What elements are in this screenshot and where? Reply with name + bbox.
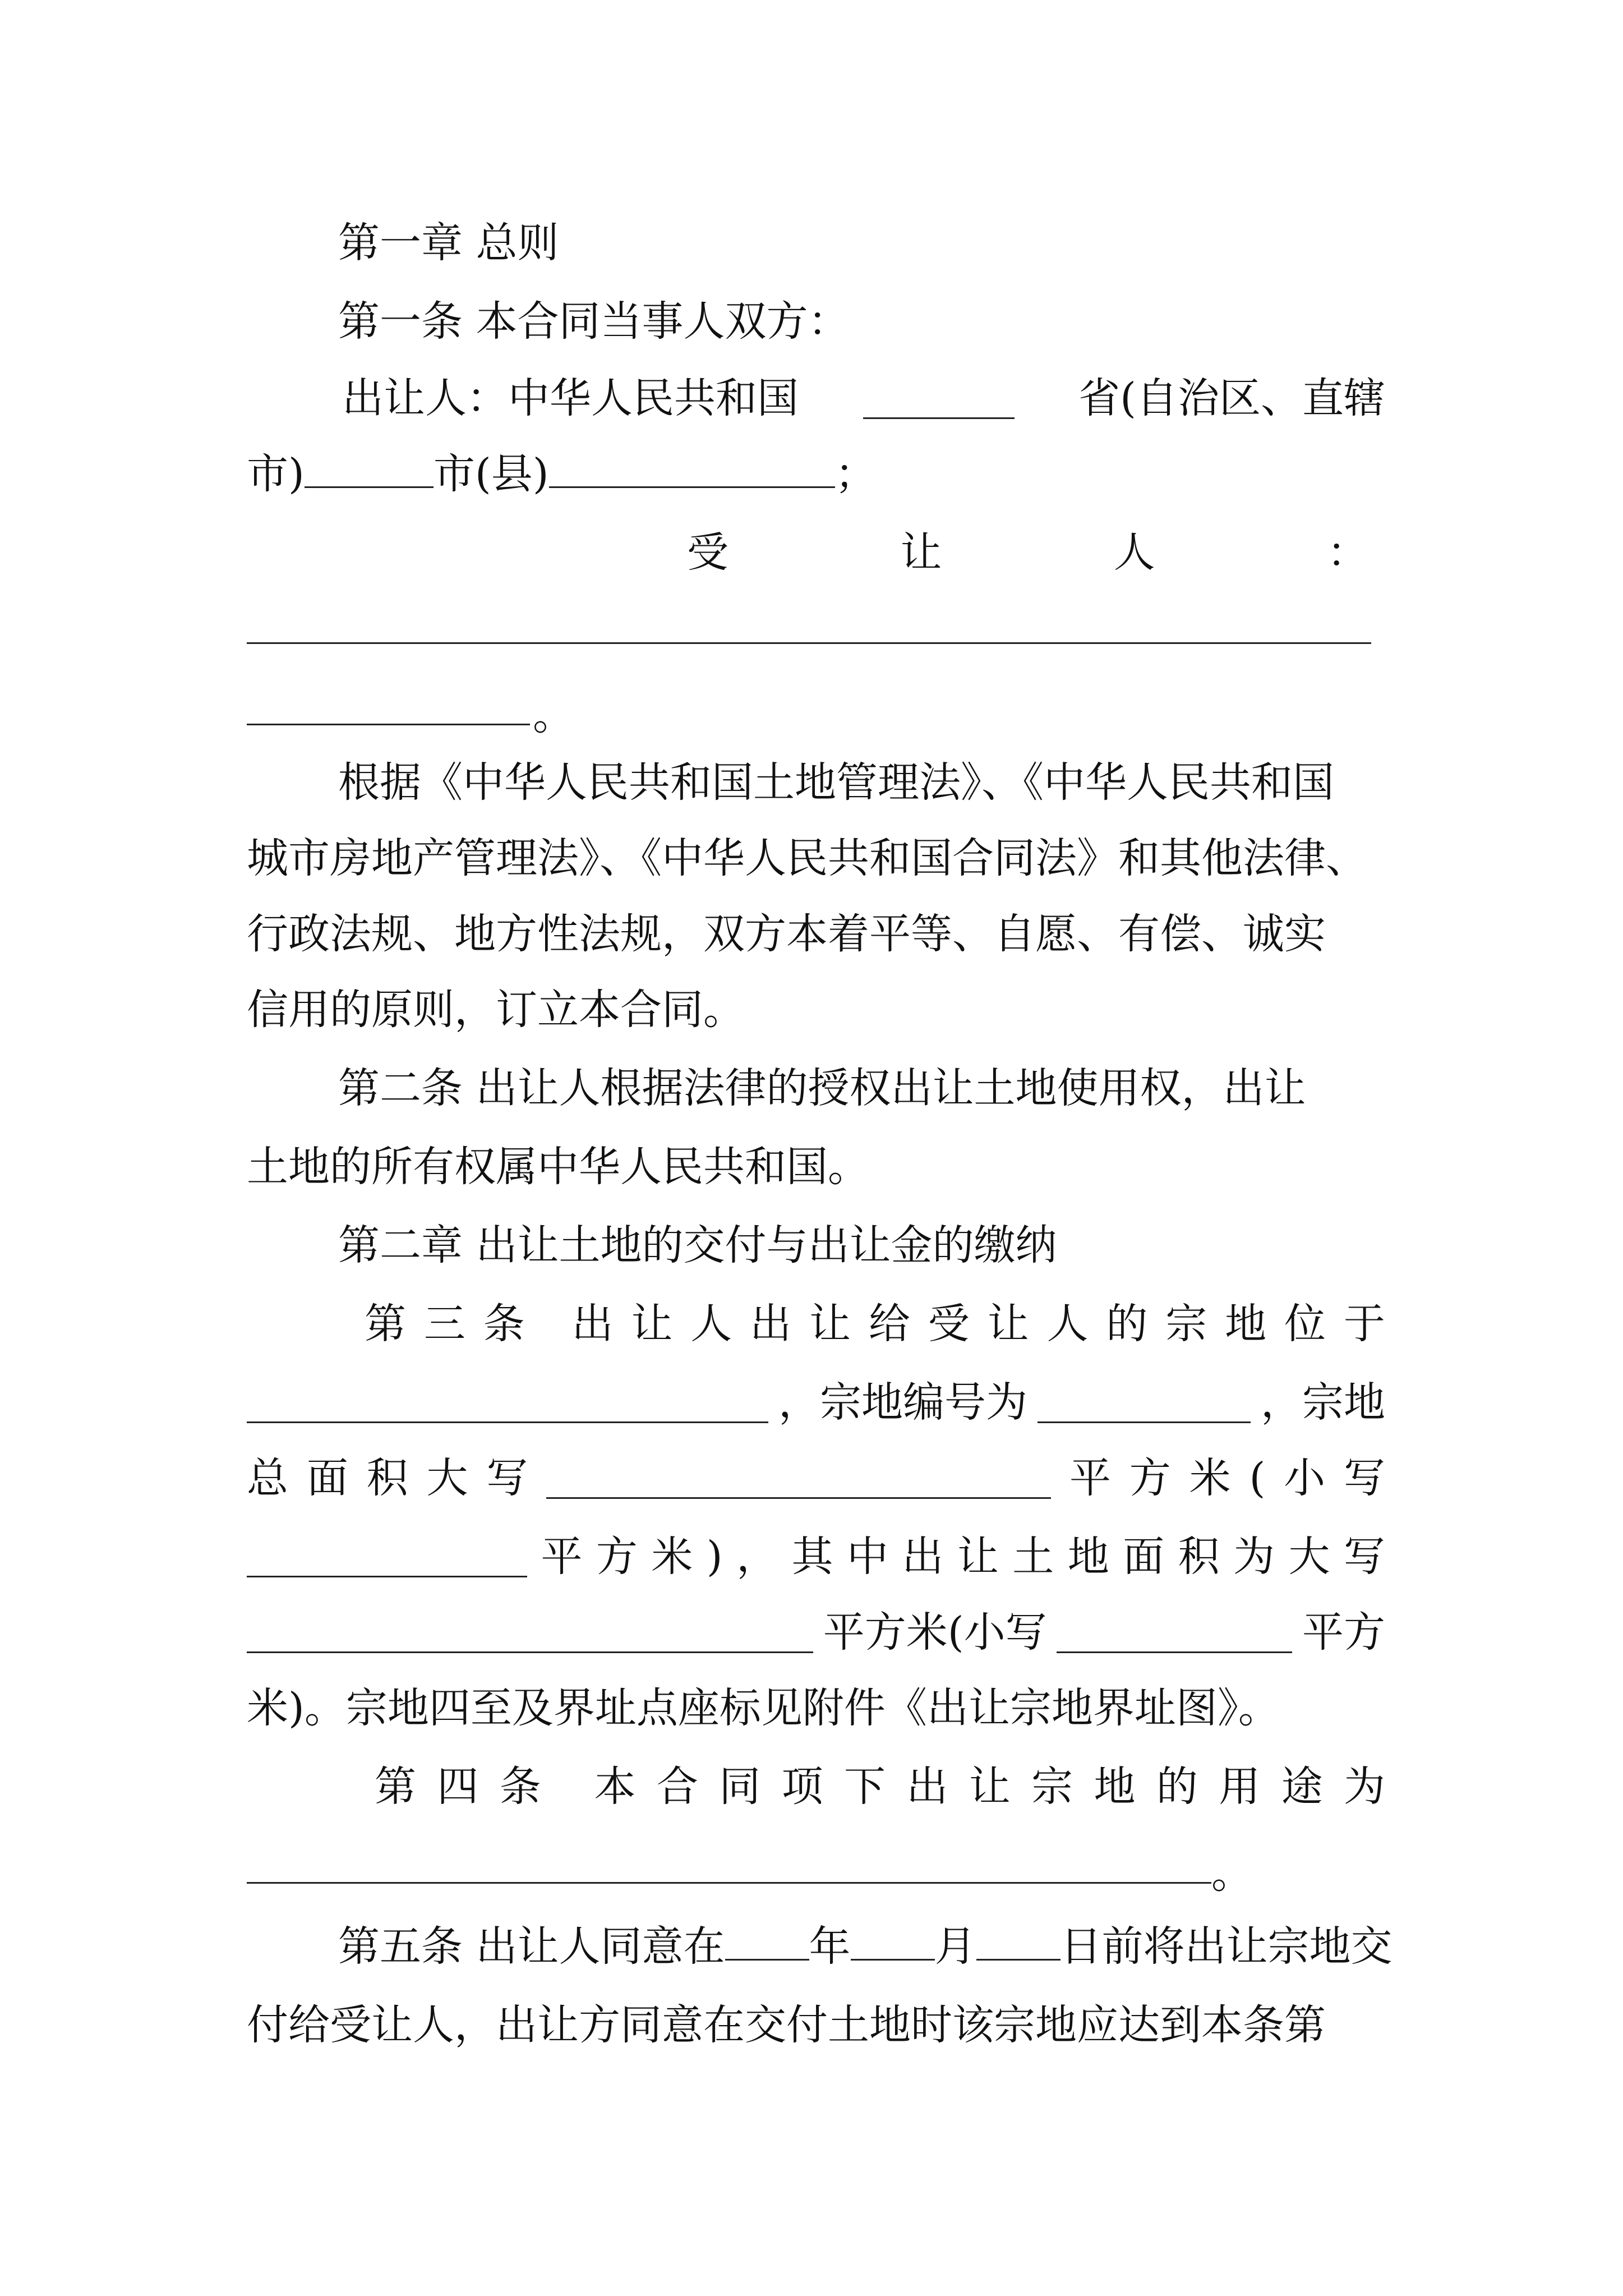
grantor-line-2 — [247, 446, 877, 502]
char: 让 — [987, 1300, 1029, 1348]
char: 让 — [631, 1300, 673, 1348]
parcel-number-label: ，宗地编号为 — [778, 1378, 1027, 1427]
grantee-blank-line-2[interactable] — [247, 724, 530, 725]
char: 写 — [1343, 1533, 1385, 1581]
char: 的 — [1106, 1300, 1148, 1348]
char: 米 — [651, 1533, 693, 1581]
char: 平 — [1069, 1454, 1111, 1502]
char: 面 — [1123, 1533, 1165, 1581]
day-blank[interactable] — [976, 1920, 1061, 1961]
grantor-line — [342, 370, 1385, 426]
land-use-period: 。 — [1211, 1849, 1253, 1898]
day-label: 日前将出让宗地交 — [1060, 1922, 1393, 1971]
char: 出 — [750, 1300, 792, 1348]
char: 积 — [1178, 1533, 1220, 1581]
char: 的 — [1156, 1763, 1198, 1811]
article-5-line-2: 付给受让人，出让方同意在交付土地时该宗地应达到本条第 — [247, 2001, 1326, 2049]
grantee-blank-line-1[interactable] — [247, 642, 1371, 644]
article-5-line-1 — [338, 1918, 1393, 1975]
grantee-char: 让 — [900, 528, 942, 577]
char: 人 — [690, 1300, 732, 1348]
char: ) — [706, 1533, 723, 1581]
article-3-line-6: 米)。宗地四至及界址点座标见附件《出让宗地界址图》。 — [247, 1684, 1280, 1732]
char: 受 — [928, 1300, 970, 1348]
article-4-line-1 — [375, 1759, 1385, 1815]
char: 四 — [437, 1763, 479, 1811]
char: 写 — [1343, 1454, 1385, 1502]
char: 第 — [365, 1300, 406, 1348]
chapter-1-title: 第一章 总则 — [338, 219, 559, 267]
char: 平 — [541, 1533, 583, 1581]
char: 让 — [969, 1763, 1011, 1811]
grantee-period: 。 — [533, 691, 574, 739]
parcel-number-blank[interactable] — [1038, 1382, 1251, 1423]
char: 米 — [1189, 1454, 1231, 1502]
char: 第 — [375, 1763, 416, 1811]
grantor-label: 出让人：中华人民共和国 — [342, 374, 799, 422]
location-blank[interactable] — [247, 1382, 768, 1423]
char: 积 — [366, 1454, 408, 1502]
char: ( — [1249, 1454, 1266, 1502]
char: 让 — [957, 1533, 999, 1581]
char: 项 — [781, 1763, 823, 1811]
char: 中 — [846, 1533, 888, 1581]
char: 出 — [571, 1300, 614, 1348]
char: 方 — [596, 1533, 638, 1581]
char: 写 — [486, 1454, 528, 1502]
basis-paragraph-line-3: 行政法规、地方性法规，双方本着平等、自愿、有偿、诚实 — [247, 910, 1326, 958]
article-3-line-2 — [247, 1374, 1385, 1430]
grant-area-lowercase-blank[interactable] — [1057, 1612, 1292, 1653]
article-2-line-2: 土地的所有权属中华人民共和国。 — [247, 1143, 869, 1191]
char: 大 — [1288, 1533, 1330, 1581]
char: 用 — [1219, 1763, 1261, 1811]
year-blank[interactable] — [725, 1920, 809, 1961]
parcel-suffix: ，宗地 — [1261, 1378, 1385, 1427]
province-blank[interactable] — [863, 378, 1015, 419]
char: 为 — [1344, 1763, 1385, 1811]
article-5-lead: 第五条 出让人同意在 — [338, 1922, 725, 1971]
char: 宗 — [1031, 1763, 1073, 1811]
article-3-line-5 — [247, 1604, 1385, 1660]
grant-area-uppercase-blank[interactable] — [247, 1612, 813, 1653]
char: 地 — [1225, 1300, 1267, 1348]
char: 三 — [423, 1300, 465, 1348]
article-1-title: 第一条 本合同当事人双方： — [338, 297, 850, 346]
char: 合 — [656, 1763, 698, 1811]
article-3-line-1 — [365, 1296, 1385, 1352]
province-label: 省(自治区、直辖 — [1078, 374, 1385, 422]
char: 其 — [791, 1533, 833, 1581]
land-use-blank[interactable] — [247, 1882, 1211, 1884]
char: 地 — [1067, 1533, 1109, 1581]
basis-paragraph-line-2: 城市房地产管理法》、《中华人民共和国合同法》和其他法律、 — [247, 834, 1367, 882]
city-blank[interactable] — [305, 447, 434, 488]
grantee-line — [687, 524, 1368, 581]
basis-paragraph-line-4: 信用的原则，订立本合同。 — [247, 986, 745, 1034]
char: 面 — [306, 1454, 348, 1502]
char: 途 — [1281, 1763, 1323, 1811]
char: 下 — [844, 1763, 886, 1811]
month-blank[interactable] — [851, 1920, 935, 1961]
county-label: 市(县) — [433, 450, 549, 498]
char: 小 — [1284, 1454, 1326, 1502]
char: 出 — [906, 1763, 948, 1811]
char: 让 — [809, 1300, 851, 1348]
char: 出 — [902, 1533, 944, 1581]
sqm-prefix: 平方 — [1302, 1608, 1385, 1657]
char: 总 — [247, 1454, 288, 1502]
article-2-line-1: 第二条 出让人根据法律的授权出让土地使用权，出让 — [338, 1064, 1306, 1112]
char: 宗 — [1165, 1300, 1207, 1348]
char: 条 — [483, 1300, 525, 1348]
char: 位 — [1284, 1300, 1326, 1348]
total-area-lowercase-blank[interactable] — [247, 1536, 527, 1577]
char: 土 — [1012, 1533, 1054, 1581]
char: 人 — [1046, 1300, 1089, 1348]
grantee-char: 人 — [1113, 528, 1155, 577]
year-label: 年 — [809, 1922, 851, 1971]
char: ， — [736, 1533, 778, 1581]
county-blank[interactable] — [549, 447, 835, 488]
chapter-2-title: 第二章 出让土地的交付与出让金的缴纳 — [338, 1221, 1057, 1269]
char: 方 — [1129, 1454, 1171, 1502]
char: 本 — [594, 1763, 636, 1811]
month-label: 月 — [934, 1922, 976, 1971]
char: 条 — [499, 1763, 541, 1811]
total-area-uppercase-blank[interactable] — [546, 1458, 1051, 1499]
grantee-char: ： — [1326, 528, 1368, 577]
grant-area-lowercase-label: 平方米(小写 — [823, 1608, 1047, 1657]
grantee-char: 受 — [687, 528, 728, 577]
char: 大 — [426, 1454, 468, 1502]
char: 给 — [868, 1300, 910, 1348]
char: 为 — [1233, 1533, 1275, 1581]
char: 地 — [1094, 1763, 1136, 1811]
char: 同 — [719, 1763, 761, 1811]
semicolon: ； — [834, 450, 877, 498]
article-3-line-3 — [247, 1450, 1385, 1506]
char: 于 — [1343, 1300, 1385, 1348]
basis-paragraph-line-1: 根据《中华人民共和国土地管理法》、《中华人民共和国 — [338, 758, 1334, 807]
article-3-line-4 — [247, 1529, 1385, 1585]
city-prefix: 市) — [247, 450, 305, 498]
